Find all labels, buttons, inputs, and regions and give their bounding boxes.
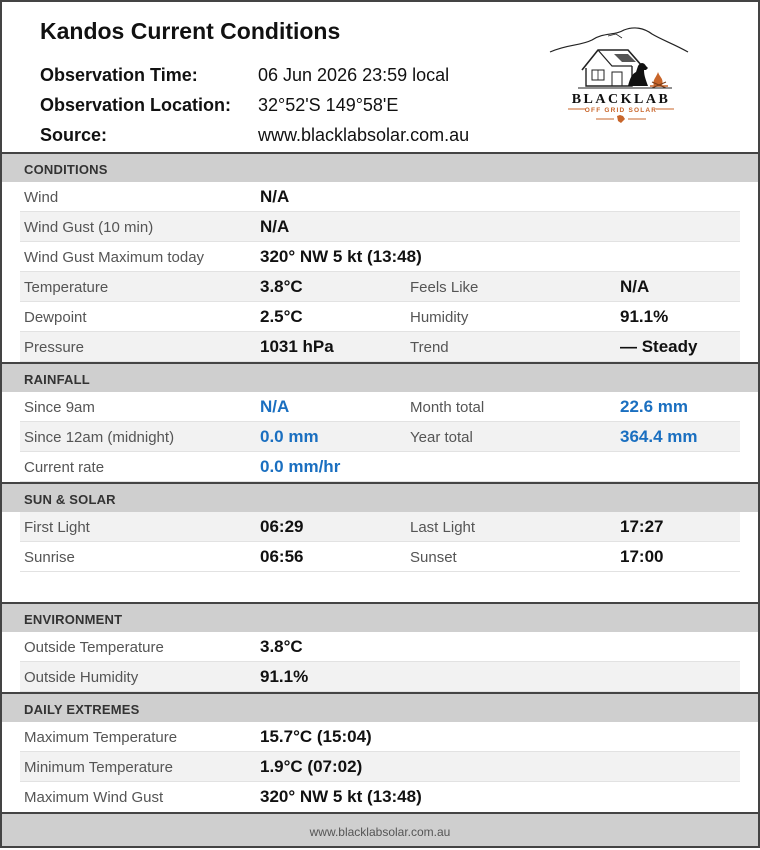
row-since-midnight — [20, 422, 740, 452]
max-wind-gust-label: Maximum Wind Gust — [24, 789, 164, 806]
header — [2, 2, 758, 152]
max-temperature-label: Maximum Temperature — [24, 729, 178, 746]
year-total-label: Year total — [410, 429, 473, 446]
pressure-value: 1031 hPa — [260, 337, 334, 356]
temperature-value: 3.8°C — [260, 277, 303, 296]
trend-label: Trend — [410, 339, 449, 356]
section-conditions-heading: CONDITIONS — [2, 152, 758, 182]
first-light-label: First Light — [24, 519, 90, 536]
max-wind-gust-value: 320° NW 5 kt (13:48) — [260, 787, 422, 806]
house-dog-campfire-logo-icon — [548, 22, 694, 126]
page-title: Kandos Current Conditions — [40, 18, 341, 44]
row-current-rate — [20, 452, 740, 482]
wind-gust-max-value: 320° NW 5 kt (13:48) — [260, 247, 422, 266]
dewpoint-label: Dewpoint — [24, 309, 87, 326]
sunrise-label: Sunrise — [24, 549, 75, 566]
wind-gust-label: Wind Gust (10 min) — [24, 219, 154, 236]
last-light-label: Last Light — [410, 519, 476, 536]
sunset-value: 17:00 — [620, 547, 664, 566]
row-wind-gust — [20, 212, 740, 242]
row-spacer — [20, 572, 740, 602]
svg-text:OFF GRID SOLAR: OFF GRID SOLAR — [584, 107, 658, 114]
row-max-wind-gust — [20, 782, 740, 812]
section-sun-heading: SUN & SOLAR — [2, 482, 758, 512]
row-first-light — [20, 512, 740, 542]
humidity-value: 91.1% — [620, 307, 669, 326]
observation-time-label: Observation Time: — [40, 65, 198, 85]
section-environment-heading: ENVIRONMENT — [2, 602, 758, 632]
min-temperature-value: 1.9°C (07:02) — [260, 757, 363, 776]
outside-temperature-value: 3.8°C — [260, 637, 303, 656]
svg-text:BLACKLAB: BLACKLAB — [571, 92, 671, 107]
year-total-value: 364.4 mm — [620, 427, 698, 446]
last-light-value: 17:27 — [620, 517, 664, 536]
observation-time-value: 06 Jun 2026 23:59 local — [258, 65, 450, 85]
sunset-label: Sunset — [410, 549, 457, 566]
month-total-value: 22.6 mm — [620, 397, 689, 416]
section-extremes-heading: DAILY EXTREMES — [2, 692, 758, 722]
wind-label: Wind — [24, 189, 59, 206]
outside-humidity-label: Outside Humidity — [24, 669, 139, 686]
observation-location-value: 32°52'S 149°58'E — [258, 95, 399, 115]
sunrise-value: 06:56 — [260, 547, 304, 566]
section-rainfall-heading: RAINFALL — [2, 362, 758, 392]
row-temperature — [20, 272, 740, 302]
footer-source-link[interactable]: www.blacklabsolar.com.au — [2, 812, 758, 846]
min-temperature-label: Minimum Temperature — [24, 759, 173, 776]
outside-temperature-label: Outside Temperature — [24, 639, 164, 656]
row-wind — [20, 182, 740, 212]
observation-location-label: Observation Location: — [40, 95, 232, 115]
since-9am-label: Since 9am — [24, 399, 95, 416]
wind-gust-max-label: Wind Gust Maximum today — [24, 249, 205, 266]
max-temperature-value: 15.7°C (15:04) — [260, 727, 372, 746]
current-rate-label: Current rate — [24, 459, 105, 476]
since-midnight-value: 0.0 mm — [260, 427, 319, 446]
row-sunrise — [20, 542, 740, 572]
since-midnight-label: Since 12am (midnight) — [24, 429, 175, 446]
current-rate-value: 0.0 mm/hr — [260, 457, 341, 476]
row-max-temperature — [20, 722, 740, 752]
first-light-value: 06:29 — [260, 517, 304, 536]
row-outside-temperature — [20, 632, 740, 662]
wind-value: N/A — [260, 187, 290, 206]
source-value: www.blacklabsolar.com.au — [258, 125, 470, 145]
source-label: Source: — [40, 125, 108, 145]
row-wind-gust-max — [20, 242, 740, 272]
blacklab-logo — [548, 22, 694, 126]
dewpoint-value: 2.5°C — [260, 307, 303, 326]
feels-like-value: N/A — [620, 277, 650, 296]
humidity-label: Humidity — [410, 309, 469, 326]
row-pressure — [20, 332, 740, 362]
outside-humidity-value: 91.1% — [260, 667, 309, 686]
feels-like-label: Feels Like — [410, 279, 479, 296]
row-min-temperature — [20, 752, 740, 782]
trend-value: — Steady — [620, 337, 698, 356]
pressure-label: Pressure — [24, 339, 85, 356]
row-since-9am — [20, 392, 740, 422]
row-dewpoint — [20, 302, 740, 332]
temperature-label: Temperature — [24, 279, 109, 296]
since-9am-value: N/A — [260, 397, 290, 416]
wind-gust-value: N/A — [260, 217, 290, 236]
month-total-label: Month total — [410, 399, 485, 416]
row-outside-humidity — [20, 662, 740, 692]
